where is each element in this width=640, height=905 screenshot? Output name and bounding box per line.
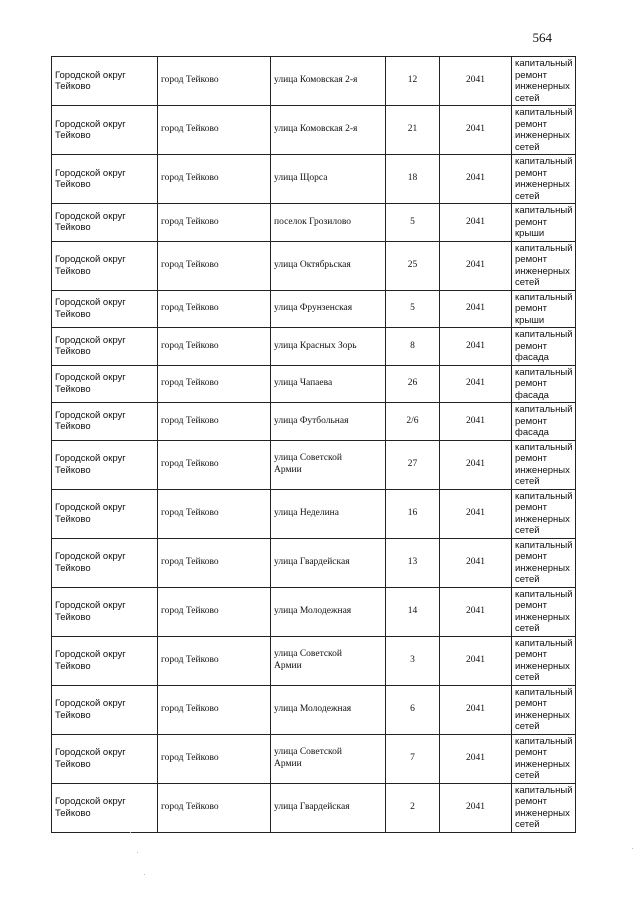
- district-cell: Городской округ Тейково: [52, 57, 158, 106]
- work-type-cell: капитальный ремонт фасада: [512, 403, 576, 441]
- street-cell: улица Гвардейская: [271, 538, 386, 587]
- scan-speck: [130, 832, 131, 833]
- year-cell: 2041: [440, 403, 512, 441]
- house-number-cell: 7: [386, 734, 440, 783]
- work-type-cell: капитальный ремонт инженерных сетей: [512, 57, 576, 106]
- house-number-cell: 14: [386, 587, 440, 636]
- house-number-cell: 3: [386, 636, 440, 685]
- street-cell: улица Октябрьская: [271, 241, 386, 290]
- street-cell: улица Гвардейская: [271, 783, 386, 832]
- town-cell: город Тейково: [158, 204, 271, 242]
- table-row: [52, 57, 576, 106]
- house-number-cell: 13: [386, 538, 440, 587]
- district-cell: Городской округ Тейково: [52, 489, 158, 538]
- house-number-cell: 5: [386, 290, 440, 328]
- district-cell: Городской округ Тейково: [52, 685, 158, 734]
- district-cell: Городской округ Тейково: [52, 106, 158, 155]
- work-type-cell: капитальный ремонт крыши: [512, 204, 576, 242]
- year-cell: 2041: [440, 440, 512, 489]
- year-cell: 2041: [440, 783, 512, 832]
- house-number-cell: 5: [386, 204, 440, 242]
- table-row: [52, 685, 576, 734]
- table-row: [52, 403, 576, 441]
- year-cell: 2041: [440, 734, 512, 783]
- district-cell: Городской округ Тейково: [52, 403, 158, 441]
- table-row: [52, 290, 576, 328]
- scan-speck: [144, 874, 145, 875]
- street-cell: улица Молодежная: [271, 685, 386, 734]
- work-type-cell: капитальный ремонт инженерных сетей: [512, 440, 576, 489]
- district-cell: Городской округ Тейково: [52, 734, 158, 783]
- year-cell: 2041: [440, 106, 512, 155]
- house-number-cell: 26: [386, 365, 440, 403]
- year-cell: 2041: [440, 685, 512, 734]
- table-row: [52, 538, 576, 587]
- town-cell: город Тейково: [158, 734, 271, 783]
- year-cell: 2041: [440, 328, 512, 366]
- year-cell: 2041: [440, 587, 512, 636]
- table-row: [52, 106, 576, 155]
- street-cell: улица Щорса: [271, 155, 386, 204]
- town-cell: город Тейково: [158, 440, 271, 489]
- town-cell: город Тейково: [158, 155, 271, 204]
- street-cell: улица Комовская 2-я: [271, 106, 386, 155]
- street-cell: улица Фрунзенская: [271, 290, 386, 328]
- district-cell: Городской округ Тейково: [52, 783, 158, 832]
- year-cell: 2041: [440, 489, 512, 538]
- street-cell: улица Молодежная: [271, 587, 386, 636]
- street-cell: поселок Грозилово: [271, 204, 386, 242]
- house-number-cell: 27: [386, 440, 440, 489]
- work-type-cell: капитальный ремонт крыши: [512, 290, 576, 328]
- house-number-cell: 18: [386, 155, 440, 204]
- town-cell: город Тейково: [158, 290, 271, 328]
- table-row: [52, 783, 576, 832]
- district-cell: Городской округ Тейково: [52, 365, 158, 403]
- district-cell: Городской округ Тейково: [52, 241, 158, 290]
- house-number-cell: 8: [386, 328, 440, 366]
- town-cell: город Тейково: [158, 106, 271, 155]
- year-cell: 2041: [440, 204, 512, 242]
- year-cell: 2041: [440, 290, 512, 328]
- district-cell: Городской округ Тейково: [52, 204, 158, 242]
- repair-schedule-table: [51, 56, 576, 833]
- table-row: [52, 734, 576, 783]
- town-cell: город Тейково: [158, 365, 271, 403]
- district-cell: Городской округ Тейково: [52, 440, 158, 489]
- year-cell: 2041: [440, 241, 512, 290]
- house-number-cell: 2: [386, 783, 440, 832]
- table-row: [52, 241, 576, 290]
- year-cell: 2041: [440, 57, 512, 106]
- town-cell: город Тейково: [158, 685, 271, 734]
- town-cell: город Тейково: [158, 489, 271, 538]
- work-type-cell: капитальный ремонт фасада: [512, 365, 576, 403]
- street-cell: улица Красных Зорь: [271, 328, 386, 366]
- year-cell: 2041: [440, 538, 512, 587]
- street-cell: улица Комовская 2-я: [271, 57, 386, 106]
- street-cell: улица Советской Армии: [271, 734, 386, 783]
- town-cell: город Тейково: [158, 241, 271, 290]
- district-cell: Городской округ Тейково: [52, 636, 158, 685]
- table-row: [52, 489, 576, 538]
- street-cell: улица Неделина: [271, 489, 386, 538]
- table-row: [52, 155, 576, 204]
- work-type-cell: капитальный ремонт инженерных сетей: [512, 587, 576, 636]
- table-row: [52, 328, 576, 366]
- work-type-cell: капитальный ремонт инженерных сетей: [512, 734, 576, 783]
- page-number: 564: [532, 30, 552, 45]
- town-cell: город Тейково: [158, 328, 271, 366]
- year-cell: 2041: [440, 365, 512, 403]
- town-cell: город Тейково: [158, 587, 271, 636]
- year-cell: 2041: [440, 155, 512, 204]
- town-cell: город Тейково: [158, 538, 271, 587]
- table-row: [52, 440, 576, 489]
- work-type-cell: капитальный ремонт инженерных сетей: [512, 538, 576, 587]
- work-type-cell: капитальный ремонт инженерных сетей: [512, 106, 576, 155]
- table-row: [52, 204, 576, 242]
- year-cell: 2041: [440, 636, 512, 685]
- street-cell: улица Советской Армии: [271, 636, 386, 685]
- district-cell: Городской округ Тейково: [52, 538, 158, 587]
- table-row: [52, 365, 576, 403]
- work-type-cell: капитальный ремонт инженерных сетей: [512, 155, 576, 204]
- work-type-cell: капитальный ремонт инженерных сетей: [512, 685, 576, 734]
- table-row: [52, 636, 576, 685]
- district-cell: Городской округ Тейково: [52, 328, 158, 366]
- work-type-cell: капитальный ремонт инженерных сетей: [512, 489, 576, 538]
- street-cell: улица Советской Армии: [271, 440, 386, 489]
- house-number-cell: 21: [386, 106, 440, 155]
- house-number-cell: 16: [386, 489, 440, 538]
- street-cell: улица Футбольная: [271, 403, 386, 441]
- town-cell: город Тейково: [158, 403, 271, 441]
- district-cell: Городской округ Тейково: [52, 587, 158, 636]
- scan-speck: [632, 848, 633, 849]
- street-cell: улица Чапаева: [271, 365, 386, 403]
- house-number-cell: 25: [386, 241, 440, 290]
- house-number-cell: 6: [386, 685, 440, 734]
- table-row: [52, 587, 576, 636]
- work-type-cell: капитальный ремонт инженерных сетей: [512, 636, 576, 685]
- district-cell: Городской округ Тейково: [52, 290, 158, 328]
- work-type-cell: капитальный ремонт фасада: [512, 328, 576, 366]
- table-body: [52, 57, 576, 833]
- house-number-cell: 2/6: [386, 403, 440, 441]
- house-number-cell: 12: [386, 57, 440, 106]
- town-cell: город Тейково: [158, 57, 271, 106]
- town-cell: город Тейково: [158, 783, 271, 832]
- work-type-cell: капитальный ремонт инженерных сетей: [512, 241, 576, 290]
- work-type-cell: капитальный ремонт инженерных сетей: [512, 783, 576, 832]
- scan-speck: [137, 852, 138, 853]
- district-cell: Городской округ Тейково: [52, 155, 158, 204]
- town-cell: город Тейково: [158, 636, 271, 685]
